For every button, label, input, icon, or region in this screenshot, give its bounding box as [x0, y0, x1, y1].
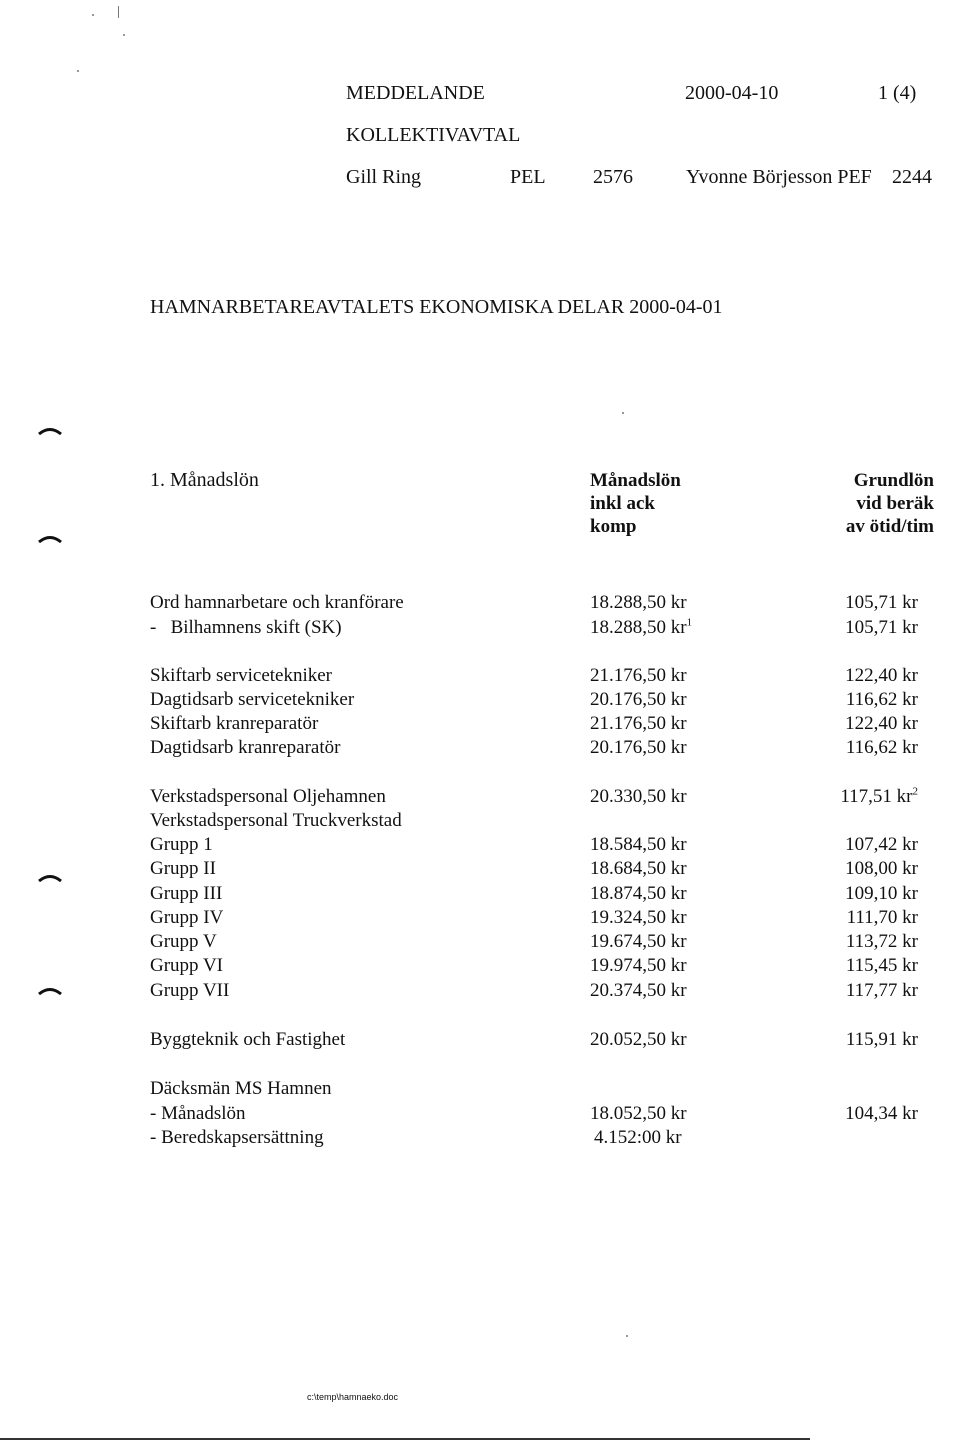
table-row	[0, 834, 960, 858]
footer-filename: c:\temp\hamnaeko.doc	[307, 1392, 399, 1402]
column-header-line: inkl ack	[590, 493, 655, 514]
table-row	[0, 713, 960, 737]
table-row	[0, 665, 960, 689]
row-label: Dagtidsarb servicetekniker	[150, 689, 355, 710]
base-value: 104,34 kr	[845, 1103, 918, 1124]
table-row	[0, 1127, 960, 1151]
doc-subject: KOLLEKTIVAVTAL	[346, 124, 521, 146]
base-value: 122,40 kr	[845, 713, 918, 734]
table-row	[0, 1078, 960, 1102]
monthly-value: 20.052,50 kr	[590, 1029, 687, 1050]
column-header-line: vid beräk	[856, 493, 934, 514]
monthly-value: 20.176,50 kr	[590, 689, 687, 710]
binding-mark-icon	[38, 425, 62, 435]
base-value: 117,51 $kr^2$	[840, 785, 918, 807]
monthly-value: 18.052,50 kr	[590, 1103, 687, 1124]
scan-speck	[118, 6, 119, 18]
table-row	[0, 1103, 960, 1127]
monthly-value: 20.330,50 kr	[590, 786, 687, 807]
scan-speck	[77, 70, 79, 72]
base-value: 115,45 kr	[845, 955, 918, 976]
footnote-ref: 1	[686, 616, 693, 629]
row-label: - Månadslön	[150, 1103, 246, 1124]
doc-type: MEDDELANDE	[346, 82, 485, 104]
column-header-line: av ötid/tim	[845, 516, 934, 537]
row-label: Grupp V	[150, 931, 217, 952]
base-value: 111,70 kr	[846, 907, 918, 928]
row-label: Byggteknik och Fastighet	[150, 1029, 346, 1050]
row-label: - Beredskapsersättning	[150, 1127, 324, 1148]
table-row	[0, 810, 960, 834]
monthly-value: 18.288,50 kr	[590, 592, 687, 613]
row-label: Grupp VII	[150, 980, 230, 1001]
row-label: Verkstadspersonal Oljehamnen	[150, 786, 386, 807]
row-label: Grupp 1	[150, 834, 213, 855]
doc-date: 2000-04-10	[685, 82, 779, 104]
table-row	[0, 955, 960, 979]
contact-ext: 2244	[892, 166, 932, 188]
monthly-value: 18.288,50 $kr^1$	[590, 616, 693, 638]
table-row	[0, 689, 960, 713]
sender-dept: PEL	[510, 166, 546, 188]
column-header-monthly	[590, 469, 681, 538]
sender-name: Gill Ring	[346, 166, 422, 188]
base-value: 107,42 kr	[845, 834, 918, 855]
base-value: 116,62 kr	[845, 689, 918, 710]
monthly-value: 19.974,50 kr	[590, 955, 687, 976]
monthly-value: 19.324,50 kr	[590, 907, 687, 928]
table-row	[0, 907, 960, 931]
base-value: 113,72 kr	[845, 931, 918, 952]
row-label: Skiftarb kranreparatör	[150, 713, 319, 734]
row-label: - Bilhamnens skift (SK)	[150, 617, 342, 638]
monthly-value: 4.152:00 kr	[594, 1127, 682, 1148]
row-label: Grupp VI	[150, 955, 224, 976]
row-label: Grupp III	[150, 883, 223, 904]
column-header-base	[846, 469, 934, 538]
column-header-line: Månadslön	[590, 470, 681, 491]
table-row	[0, 617, 960, 641]
monthly-value: 18.874,50 kr	[590, 883, 687, 904]
row-label: Ord hamnarbetare och kranförare	[150, 592, 404, 613]
column-header-line: Grundlön	[853, 470, 934, 491]
base-value: 116,62 kr	[845, 737, 918, 758]
base-value: 105,71 kr	[845, 617, 918, 638]
monthly-value: 18.584,50 kr	[590, 834, 687, 855]
table-row	[0, 1029, 960, 1053]
table-row	[0, 786, 960, 810]
monthly-value: 20.374,50 kr	[590, 980, 687, 1001]
table-row	[0, 858, 960, 882]
row-label: Dagtidsarb kranreparatör	[150, 737, 341, 758]
row-label: Däcksmän MS Hamnen	[150, 1078, 332, 1099]
monthly-value: 21.176,50 kr	[590, 713, 687, 734]
scan-speck	[123, 34, 125, 36]
scan-speck	[622, 412, 624, 414]
column-header-line: komp	[590, 516, 637, 537]
table-row	[0, 883, 960, 907]
row-label: Verkstadspersonal Truckverkstad	[150, 810, 402, 831]
base-value: 109,10 kr	[845, 883, 918, 904]
footnote-ref: 2	[912, 785, 918, 798]
bottom-rule	[0, 1438, 810, 1440]
monthly-value: 18.684,50 kr	[590, 858, 687, 879]
base-value: 115,91 kr	[845, 1029, 918, 1050]
base-value: 105,71 kr	[845, 592, 918, 613]
scan-speck	[626, 1335, 628, 1337]
scan-speck	[92, 14, 94, 16]
base-value: 122,40 kr	[845, 665, 918, 686]
base-value: 108,00 kr	[845, 858, 918, 879]
table-row	[0, 592, 960, 616]
base-value: 117,77 kr	[845, 980, 918, 1001]
table-row	[0, 980, 960, 1004]
document-title: HAMNARBETAREAVTALETS EKONOMISKA DELAR 2000-04-01	[150, 296, 723, 318]
row-label: Grupp IV	[150, 907, 224, 928]
row-label: Skiftarb servicetekniker	[150, 665, 333, 686]
section-label: 1. Månadslön	[150, 469, 259, 491]
table-row	[0, 737, 960, 761]
monthly-value: 21.176,50 kr	[590, 665, 687, 686]
row-label: Grupp II	[150, 858, 216, 879]
monthly-value: 20.176,50 kr	[590, 737, 687, 758]
monthly-value: 19.674,50 kr	[590, 931, 687, 952]
table-row	[0, 931, 960, 955]
binding-mark-icon	[38, 533, 62, 543]
contact-name: Yvonne Börjesson PEF	[686, 166, 872, 188]
page-number: 1 (4)	[878, 82, 917, 104]
sender-ext: 2576	[593, 166, 633, 188]
